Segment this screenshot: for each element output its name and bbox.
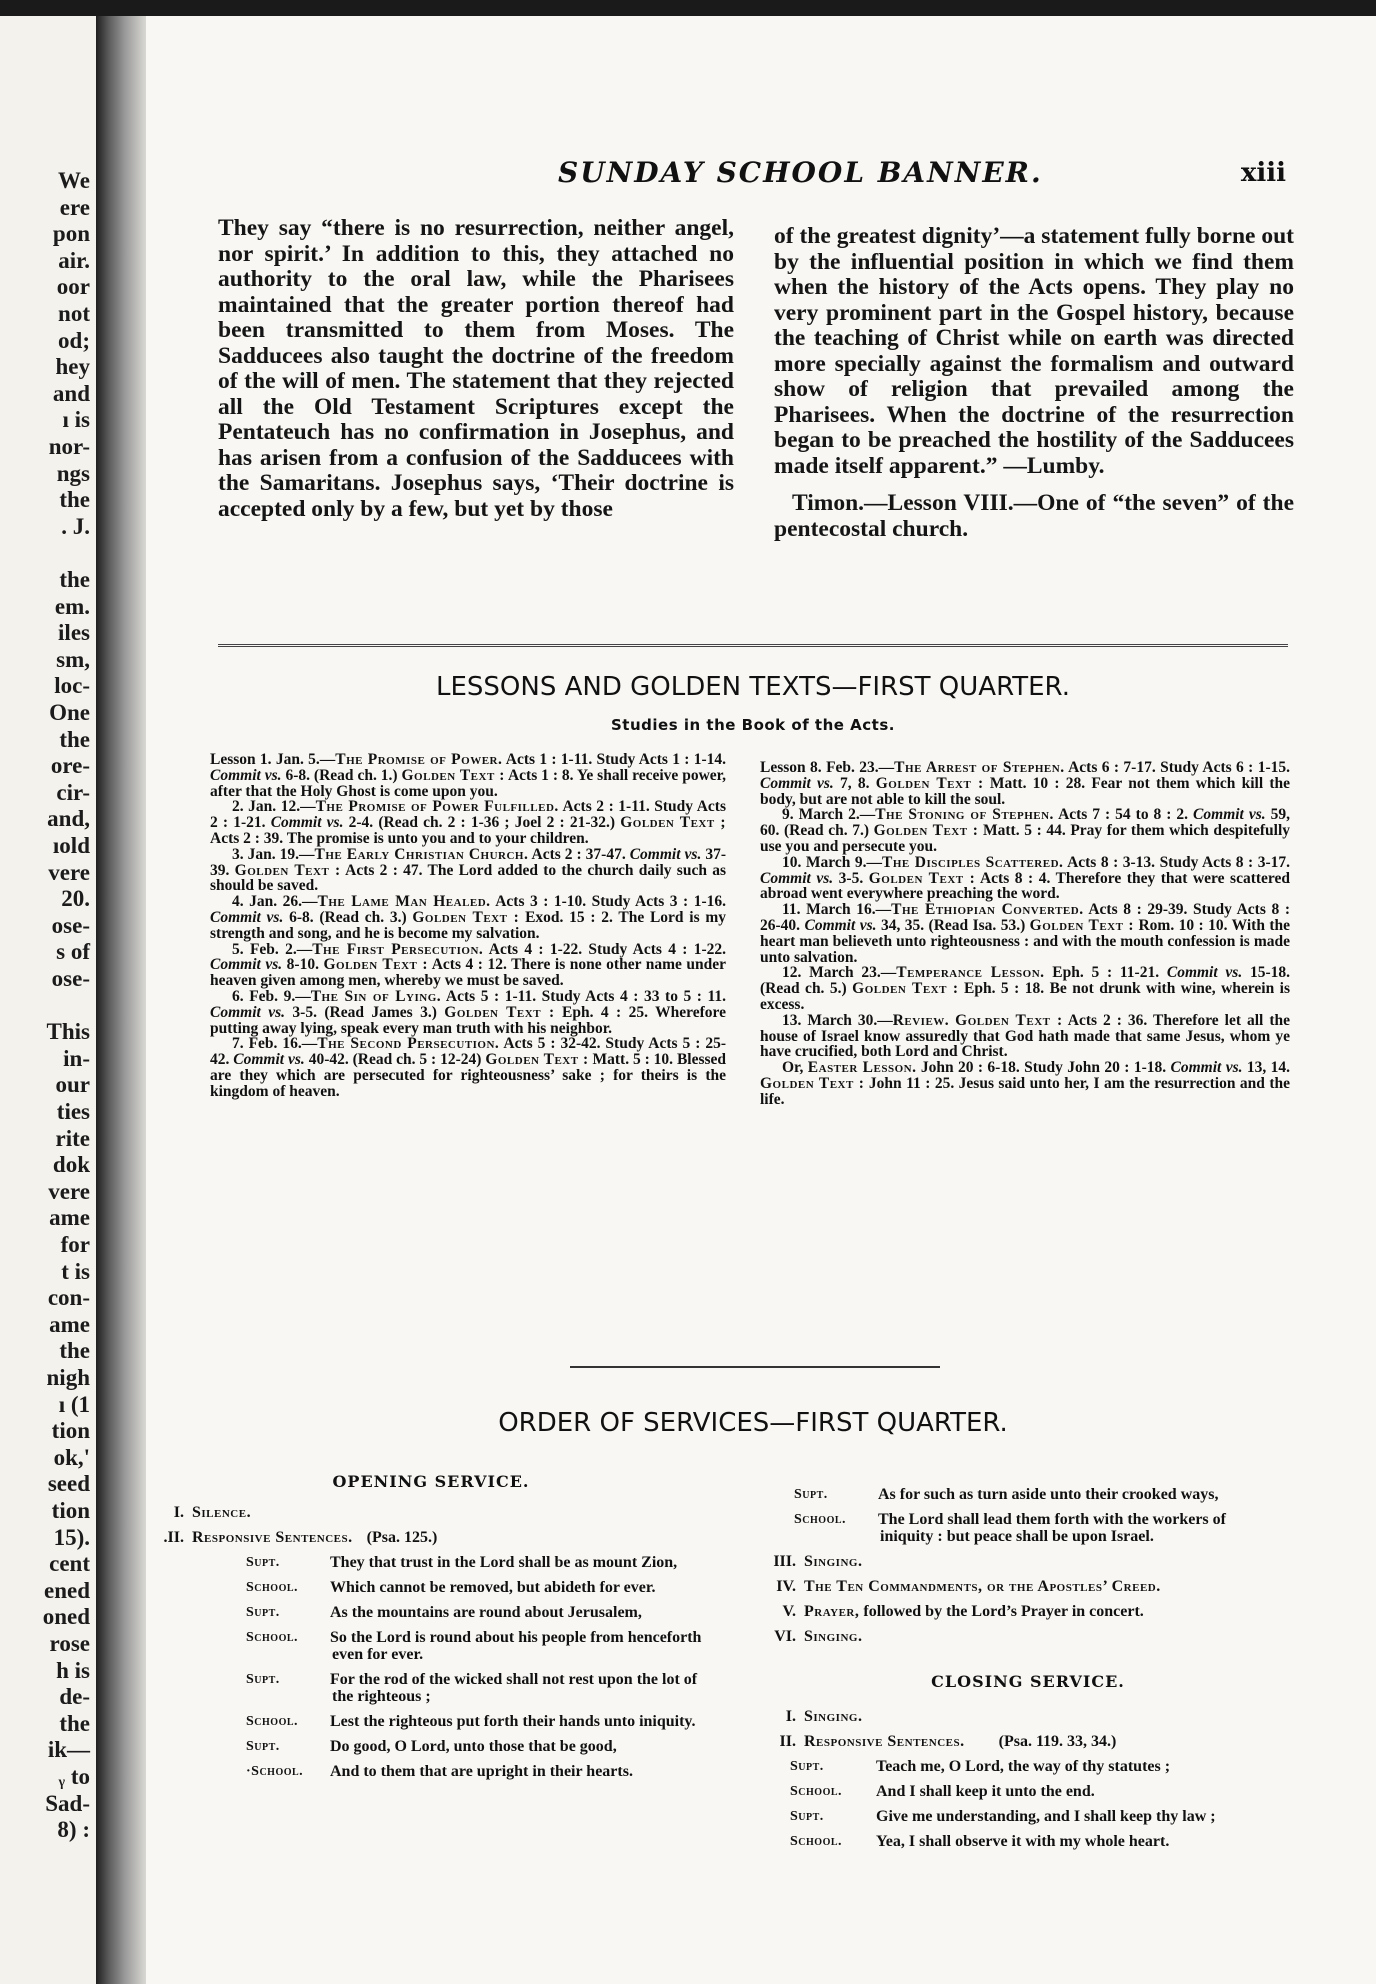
fragment-text: ame	[49, 1205, 90, 1231]
responsive-line	[246, 1671, 716, 1705]
ornamental-rule	[570, 1366, 940, 1368]
roman-numeral: VI.	[774, 1628, 796, 1645]
response-text: The Lord shall lead them forth with the workers of iniquity : but peace shall be upon Israel.	[878, 1511, 1226, 1545]
commit-verses: 37-39.	[210, 845, 726, 879]
lesson-reference: Acts 5 : 1-11. Study Acts 4 : 33 to 5 : 11.	[445, 987, 727, 1005]
fragment-text: ame	[49, 1311, 90, 1337]
opening-service-title: OPENING SERVICE.	[332, 1472, 530, 1491]
responsive-line	[246, 1713, 716, 1730]
commit-verses: 2-4. (Read ch. 2 : 1-36 ; Joel 2 : 21-32.)	[348, 814, 616, 832]
lesson-title: The Sin of Lying.	[310, 987, 442, 1005]
lesson-title: The Stoning of Stephen.	[875, 806, 1054, 824]
golden-text-label: Golden Text :	[444, 1003, 555, 1021]
speaker-label: Supt.	[794, 1487, 828, 1502]
commit-verses: 6-8. (Read ch. 3.)	[289, 908, 407, 926]
scripture-reference: (Psa. 125.)	[366, 1529, 438, 1546]
lesson-number: Or,	[782, 1059, 804, 1077]
golden-text: Acts 2 : 36. Therefore let all the house of Israel know assuredly that God hath made that same Jesus, whom ye have crucified, both Lord and Christ.	[760, 1011, 1291, 1061]
lesson-number: 9.	[782, 806, 794, 824]
lesson-reference: Acts 1 : 1-11. Study Acts 1 : 1-14.	[505, 751, 726, 768]
golden-text: Acts 2 : 39. The promise is unto you and to your children.	[210, 829, 589, 847]
golden-text-label: Golden Text :	[401, 766, 505, 784]
service-item	[758, 1603, 1298, 1620]
fragment-text: ose-	[51, 912, 90, 938]
service-item-label: Singing.	[804, 1553, 863, 1570]
lesson-entry	[210, 894, 726, 941]
lesson-reference: Acts 3 : 1-10. Study Acts 3 : 1-16.	[495, 893, 726, 911]
fragment-text: One	[49, 700, 90, 725]
lesson-date: March 9.—	[805, 853, 883, 871]
golden-text: Acts 1 : 8. Ye shall receive power, after that the Holy Ghost is come upon you.	[210, 766, 726, 800]
lesson-reference: Acts 2 : 1-11. Study Acts 2 : 1-21.	[210, 798, 726, 832]
lesson-date: Jan. 12.—	[248, 798, 316, 816]
responsive-line	[246, 1763, 716, 1780]
lessons-left-column	[210, 752, 726, 1100]
fragment-text: seed	[47, 1471, 90, 1497]
fragment-text: od;	[58, 327, 90, 353]
fragment-text: and	[52, 380, 90, 406]
lesson-number: 10.	[782, 853, 802, 871]
speaker-label: Supt.	[790, 1809, 824, 1824]
commit-verses: 3-5.	[838, 869, 864, 887]
commit-label: Commit vs.	[270, 814, 344, 832]
responsive-line	[790, 1758, 1268, 1775]
fragment-text: ı is	[62, 407, 90, 433]
opening-service-left	[146, 1504, 726, 1788]
lesson-number: 5.	[232, 940, 244, 958]
golden-text-label: Golden Text ;	[620, 814, 727, 832]
fragment-text: nigh	[46, 1365, 90, 1390]
speaker-label: Supt.	[246, 1555, 280, 1570]
fragment-text: rite	[55, 1125, 90, 1151]
responsive-line	[794, 1511, 1268, 1545]
response-text: Do good, O Lord, unto those that be good,	[330, 1738, 617, 1755]
speaker-label: Supt.	[790, 1759, 824, 1774]
section-divider	[218, 644, 1288, 647]
responsive-sentences	[146, 1554, 716, 1780]
commit-label: Commit vs.	[760, 774, 834, 792]
service-item-label: Prayer,	[804, 1603, 860, 1620]
responsive-line	[246, 1604, 716, 1621]
lesson-entry	[210, 1036, 726, 1099]
speaker-label: School.	[246, 1580, 299, 1595]
commit-label: Commit vs.	[629, 845, 702, 863]
service-item-text	[804, 1578, 1161, 1595]
lesson-date: Feb. 16.—	[248, 1035, 318, 1053]
lesson-entry	[210, 989, 726, 1036]
fragment-text: . J.	[61, 513, 90, 539]
service-item-text	[804, 1603, 1144, 1620]
fragment-text: for	[60, 1232, 90, 1257]
golden-text: John 11 : 25. Jesus said unto her, I am the resurrection and the life.	[760, 1074, 1291, 1108]
response-text: Teach me, O Lord, the way of thy statutes ;	[876, 1758, 1171, 1775]
fragment-text: ok,'	[53, 1444, 90, 1470]
services-heading: ORDER OF SERVICES—FIRST QUARTER.	[498, 1408, 1008, 1438]
fragment-text: in-	[63, 1045, 90, 1071]
fragment-text: ᵧ to	[58, 1764, 90, 1789]
service-item	[758, 1628, 1298, 1645]
commit-verses: 40-42. (Read ch. 5 : 12-24)	[308, 1051, 482, 1069]
fragment-text: s of	[56, 939, 90, 965]
service-items	[758, 1553, 1298, 1645]
fragment-text: ngs	[56, 460, 90, 486]
fragment-text: our	[55, 1072, 90, 1098]
lesson-date: Feb. 2.—	[249, 940, 313, 958]
fragment-text: ened	[44, 1577, 90, 1603]
service-item-text	[804, 1628, 862, 1645]
lessons-right-column	[760, 760, 1290, 1108]
lesson-title: The Second Persecution.	[317, 1035, 500, 1053]
lesson-title: The First Persecution.	[312, 940, 484, 958]
lesson-title: The Promise of Power.	[335, 751, 503, 768]
lesson-number: 4.	[232, 893, 244, 911]
fragment-text: the	[59, 1710, 90, 1736]
response-text: And I shall keep it unto the end.	[876, 1783, 1095, 1800]
responsive-sentences-continued	[758, 1486, 1268, 1545]
top-left-column	[218, 216, 734, 522]
commit-label: Commit vs.	[1193, 806, 1266, 824]
golden-text-label: Golden Text :	[323, 956, 429, 974]
golden-text: Acts 4 : 12. There is none other name under heaven given among men, whereby we must be saved.	[210, 956, 727, 990]
lesson-reference: Eph. 5 : 11-21.	[1052, 964, 1160, 982]
speaker-label: ·School.	[246, 1764, 304, 1779]
response-text: Which cannot be removed, but abideth for ever.	[330, 1579, 656, 1596]
service-item	[146, 1529, 726, 1546]
service-item-label: Singing.	[804, 1628, 863, 1645]
lesson-title: The Arrest of Stephen.	[894, 759, 1065, 776]
commit-verses: 15-18. (Read ch. 5.)	[760, 964, 1291, 998]
roman-numeral: I.	[173, 1504, 184, 1521]
scripture-reference: (Psa. 119. 33, 34.)	[998, 1733, 1117, 1750]
fragment-text: the	[59, 1338, 90, 1364]
lesson-entry	[210, 752, 726, 799]
lesson-reference: Acts 8 : 29-39. Study Acts 8 : 26-40.	[760, 901, 1290, 934]
commit-verses: 59, 60. (Read ch. 7.)	[760, 806, 1290, 840]
response-text: As for such as turn aside unto their crooked ways,	[878, 1486, 1219, 1503]
response-text: Lest the righteous put forth their hands unto iniquity.	[330, 1713, 696, 1730]
lesson-title: Easter Lesson.	[807, 1059, 917, 1077]
fragment-text: the	[59, 487, 90, 513]
commit-verses: 8-10.	[286, 956, 319, 974]
golden-text-label: Golden Text :	[760, 1074, 865, 1092]
fragment-text: Sad-	[45, 1790, 90, 1816]
fragment-text: the	[59, 567, 90, 592]
commit-label: Commit vs.	[210, 766, 282, 784]
roman-numeral: V.	[782, 1603, 796, 1620]
lessons-subheading: Studies in the Book of the Acts.	[611, 716, 895, 734]
golden-text: Rom. 10 : 10. With the heart man believeth unto righteousness : and with the mouth confession is made unto salvation.	[760, 916, 1291, 966]
responsive-line	[246, 1738, 716, 1755]
fragment-text: loc-	[54, 673, 90, 699]
lesson-reference: Acts 6 : 7-17. Study Acts 6 : 1-15.	[1068, 759, 1291, 776]
commit-label: Commit vs.	[804, 916, 877, 934]
service-item-label: Responsive Sentences.	[192, 1529, 353, 1546]
golden-text: Eph. 4 : 25. Wherefore putting away lying, speak every man truth with his neighbor.	[210, 1003, 726, 1037]
golden-text: Acts 8 : 4. Therefore they that were scattered abroad went everywhere preaching the word.	[760, 869, 1291, 903]
lesson-entry	[210, 799, 726, 846]
service-item-text	[804, 1553, 862, 1570]
roman-numeral: IV.	[776, 1578, 796, 1595]
running-title: SUNDAY SCHOOL BANNER.	[558, 156, 1043, 189]
lesson-number: Lesson 8.	[760, 759, 822, 776]
golden-text-label: Golden Text :	[873, 822, 979, 840]
fragment-text: con-	[47, 1285, 90, 1311]
service-item	[146, 1504, 726, 1521]
commit-label: Commit vs.	[760, 869, 834, 887]
commit-verses: 7, 8.	[840, 774, 870, 792]
fragment-text: sm,	[56, 646, 90, 672]
fragment-text: vere	[48, 1178, 90, 1204]
speaker-label: Supt.	[246, 1739, 280, 1754]
service-item-label: Responsive Sentences.	[804, 1733, 965, 1750]
fragment-text: 20.	[61, 886, 90, 912]
lesson-title: The Ethiopian Converted.	[891, 901, 1084, 919]
lesson-entry	[210, 847, 726, 894]
fragment-text: ı (1	[58, 1391, 90, 1417]
lesson-date: March 23.—	[809, 964, 897, 982]
golden-text: Matt. 10 : 28. Fear not them which kill the body, but are not able to kill the soul.	[760, 774, 1291, 808]
golden-text: Eph. 5 : 18. Be not drunk with wine, wherein is excess.	[760, 980, 1290, 1013]
fragment-text: ıold	[52, 833, 90, 858]
fragment-text: cent	[49, 1551, 90, 1577]
commit-label: Commit vs.	[210, 908, 284, 926]
golden-text-label: Golden Text :	[868, 869, 976, 887]
service-item	[758, 1733, 1298, 1750]
lessons-heading: LESSONS AND GOLDEN TEXTS—FIRST QUARTER.	[436, 672, 1070, 702]
commit-label: Commit vs.	[1166, 964, 1243, 982]
golden-text-label: Golden Text :	[852, 980, 959, 998]
commit-verses: 13, 14.	[1246, 1059, 1291, 1077]
response-text: They that trust in the Lord shall be as mount Zion,	[330, 1554, 678, 1571]
golden-text: Matt. 5 : 44. Pray for them which despitefully use you and persecute you.	[760, 822, 1291, 855]
lesson-reference: Acts 8 : 3-13. Study Acts 8 : 3-17.	[1067, 853, 1290, 871]
responsive-line	[790, 1808, 1268, 1825]
responsive-line	[246, 1554, 716, 1571]
roman-numeral: III.	[773, 1553, 796, 1570]
lesson-title: Review.	[892, 1011, 950, 1029]
responsive-line	[794, 1486, 1268, 1503]
fragment-text: ere	[59, 194, 90, 220]
lesson-title: The Lame Man Healed.	[317, 893, 491, 911]
response-text: And to them that are upright in their hearts.	[330, 1763, 633, 1780]
commit-label: Commit vs.	[210, 1003, 286, 1021]
lesson-title: The Disciples Scattered.	[882, 853, 1064, 871]
lesson-reference: Acts 7 : 54 to 8 : 2.	[1058, 806, 1189, 824]
lesson-date: March 30.—	[807, 1011, 893, 1029]
lesson-entry	[760, 965, 1290, 1012]
paragraph: of the greatest dignity’—a statement fully borne out by the influential position in which we find them when the history of the Acts opens. They play no very prominent part in the Gospel history, because the teaching of Christ while on earth was directed more specially against the formalism and outward show of religion that prevailed among the Pharisees. When the doctrine of the resurrection began to be preached the hostility of the Sadducees made itself apparent.” —Lumby.	[774, 223, 1294, 479]
service-item-detail: followed by the Lord’s Prayer in concert.	[863, 1603, 1144, 1620]
commit-verses: 6-8. (Read ch. 1.)	[285, 766, 398, 784]
lesson-title: Temperance Lesson.	[896, 964, 1045, 982]
paragraph: They say “there is no resurrection, neither angel, nor spirit.’ In addition to this, they attached no authority to the oral law, while the Pharisees maintained that the greater portion thereof had been transmitted to them from Moses. The Sadducees also taught the doctrine of the freedom of the will of men. The statement that they rejected all the Old Testament Scriptures except the Pentateuch has no confirmation in Josephus, and has arisen from a confusion of the Sadducees with the Samaritans. Josephus says, ‘Their doctrine is accepted only by a few, but yet by those	[218, 215, 734, 522]
lesson-date: March 16.—	[806, 901, 892, 919]
lesson-number: 2.	[232, 798, 244, 816]
lesson-date: March 2.—	[798, 806, 876, 824]
lesson-date: Feb. 9.—	[249, 987, 311, 1005]
lesson-entry	[210, 942, 726, 989]
golden-text: Exod. 15 : 2. The Lord is my strength and song, and he is become my salvation.	[210, 908, 727, 942]
lesson-reference: John 20 : 6-18. Study John 20 : 1-18.	[920, 1059, 1167, 1077]
golden-text-label: Golden Text :	[234, 861, 341, 879]
previous-page-edge	[0, 16, 96, 1984]
fragment-text: ore-	[50, 753, 90, 779]
fragment-text: not	[58, 301, 90, 326]
responsive-line	[246, 1629, 716, 1663]
commit-verses: 3-5. (Read James 3.)	[292, 1003, 437, 1021]
response-text: For the rod of the wicked shall not rest upon the lot of the righteous ;	[330, 1671, 698, 1705]
speaker-label: School.	[794, 1512, 847, 1527]
lesson-reference: Acts 4 : 1-22. Study Acts 4 : 1-22.	[488, 940, 727, 958]
lesson-entry	[760, 807, 1290, 854]
commit-label: Commit vs.	[210, 956, 283, 974]
page	[146, 16, 1376, 1984]
lesson-title: The Promise of Power Fulfilled.	[315, 798, 559, 816]
fragment-text: and,	[47, 806, 90, 832]
opening-service-right	[758, 1486, 1298, 1858]
lesson-entry	[760, 855, 1290, 902]
commit-label: Commit vs.	[1170, 1059, 1243, 1077]
service-item-label: Silence.	[192, 1504, 252, 1521]
service-item	[758, 1553, 1298, 1570]
service-item-label: The Ten Commandments, or the Apostles’ Creed.	[804, 1578, 1161, 1595]
golden-text-label: Golden Text :	[955, 1011, 1063, 1029]
fragment-text: t is	[61, 1258, 90, 1284]
golden-text-label: Golden Text :	[412, 908, 520, 926]
fragment-text: hey	[55, 354, 90, 380]
service-item-label: Singing.	[804, 1708, 863, 1725]
lesson-number: 13.	[782, 1011, 802, 1029]
roman-numeral: .II.	[163, 1529, 184, 1546]
fragment-text: h is	[56, 1657, 90, 1683]
responsive-line	[246, 1579, 716, 1596]
speaker-label: School.	[790, 1834, 843, 1849]
response-text: So the Lord is round about his people from henceforth even for ever.	[330, 1629, 702, 1663]
lesson-entry	[760, 1013, 1290, 1060]
lesson-number: Lesson 1.	[210, 751, 272, 768]
golden-text-label: Golden Text :	[1029, 916, 1135, 934]
fragment-text: air.	[58, 247, 90, 273]
roman-numeral: II.	[779, 1733, 796, 1750]
top-right-column	[774, 224, 1294, 542]
lesson-date: Feb. 23.—	[826, 759, 895, 776]
fragment-text: oned	[42, 1604, 90, 1630]
roman-numeral: I.	[785, 1708, 796, 1725]
fragment-text: the	[59, 726, 90, 752]
responsive-line	[790, 1783, 1268, 1800]
fragment-text: ik—	[47, 1737, 90, 1763]
fragment-text: iles	[58, 620, 90, 646]
fragment-text: 8) :	[57, 1817, 90, 1843]
fragment-text: rose	[49, 1631, 90, 1656]
speaker-label: School.	[246, 1630, 299, 1645]
golden-text-label: Golden Text :	[485, 1051, 589, 1069]
closing-service-title: CLOSING SERVICE.	[931, 1672, 1125, 1691]
commit-verses: 34, 35. (Read Isa. 53.)	[880, 916, 1026, 934]
lesson-date: Jan. 5.—	[275, 751, 336, 768]
speaker-label: Supt.	[246, 1672, 280, 1687]
scan-top-edge	[0, 0, 1376, 16]
speaker-label: Supt.	[246, 1605, 280, 1620]
closing-responsive-sentences	[758, 1758, 1268, 1850]
fragment-text: nor-	[48, 434, 90, 459]
lesson-entry	[760, 902, 1290, 965]
fragment-text: tion	[51, 1498, 90, 1523]
golden-text: Acts 2 : 47. The Lord added to the church daily such as should be saved.	[210, 861, 727, 895]
golden-text-label: Golden Text :	[875, 774, 984, 792]
fragment-text: This	[46, 1019, 90, 1045]
fragment-text: pon	[52, 221, 90, 247]
fragment-text: dok	[52, 1152, 90, 1178]
response-text: Give me understanding, and I shall keep thy law ;	[876, 1808, 1216, 1825]
lesson-title: The Early Christian Church.	[314, 845, 529, 863]
golden-text: Matt. 5 : 10. Blessed are they which are persecuted for righteousness’ sake ; for theirs is the kingdom of heaven.	[210, 1051, 727, 1100]
fragment-text: tion	[51, 1418, 90, 1444]
service-item	[758, 1578, 1298, 1595]
lesson-number: 7.	[232, 1035, 244, 1053]
lesson-reference: Acts 2 : 37-47.	[531, 845, 626, 863]
responsive-line	[790, 1833, 1268, 1850]
speaker-label: School.	[790, 1784, 843, 1799]
lesson-date: Jan. 19.—	[247, 845, 315, 863]
fragment-text: ties	[56, 1099, 90, 1124]
fragment-text: cir-	[56, 779, 90, 805]
commit-label: Commit vs.	[233, 1051, 305, 1069]
fragment-text: We	[58, 168, 90, 193]
response-text: Yea, I shall observe it with my whole heart.	[876, 1833, 1170, 1850]
fragment-text: ose-	[51, 966, 90, 991]
lesson-number: 11.	[782, 901, 801, 919]
lesson-number: 12.	[782, 964, 802, 982]
fragment-text: em.	[54, 593, 90, 619]
binding-gutter	[96, 16, 146, 1984]
page-number: xiii	[1240, 158, 1286, 188]
lesson-date: Jan. 26.—	[249, 893, 318, 911]
paragraph: Timon.—Lesson VIII.—One of “the seven” of the pentecostal church.	[774, 490, 1294, 542]
lesson-reference: Acts 5 : 32-42. Study Acts 5 : 25-42.	[210, 1035, 726, 1069]
lesson-number: 6.	[232, 987, 244, 1005]
fragment-text: 15).	[53, 1524, 90, 1550]
fragment-text: de-	[59, 1684, 90, 1710]
service-item	[758, 1708, 1298, 1725]
lesson-entry	[760, 1060, 1290, 1107]
lesson-entry	[760, 760, 1290, 807]
speaker-label: School.	[246, 1714, 299, 1729]
response-text: As the mountains are round about Jerusalem,	[330, 1604, 642, 1621]
fragment-text: oor	[56, 274, 90, 300]
lesson-number: 3.	[232, 845, 244, 863]
fragment-text: vere	[48, 859, 90, 885]
